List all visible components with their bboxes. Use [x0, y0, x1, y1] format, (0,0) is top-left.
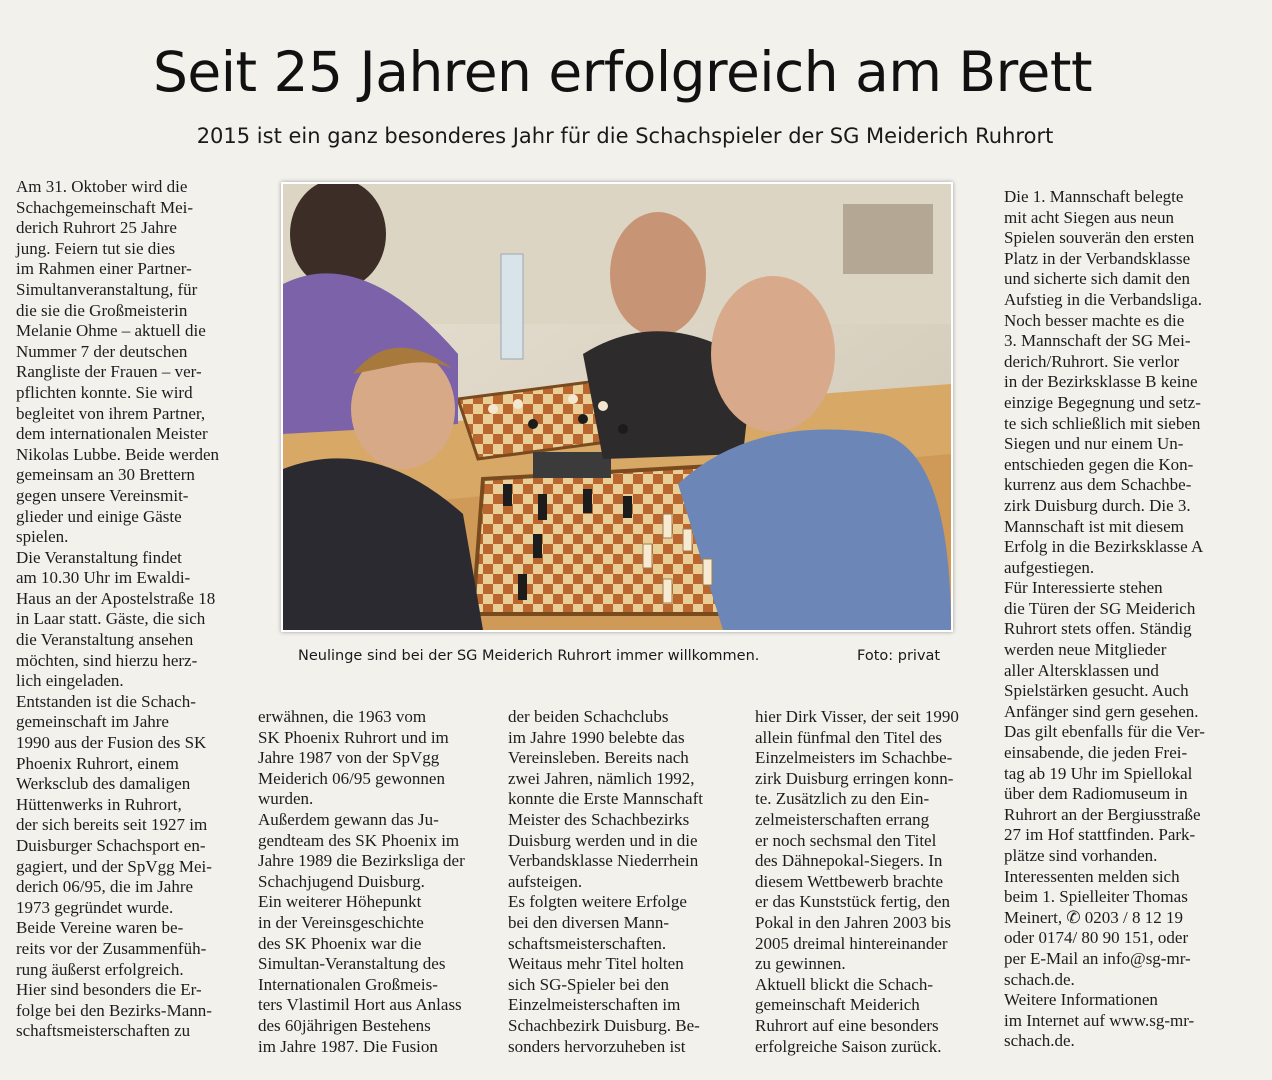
- chess-players-photo: [283, 184, 951, 630]
- column-4-text: hier Dirk Visser, der seit 1990 allein fünfmal den Titel des Einzelmeisters im Schachbe- zirk Duisburg erringen konn- te. Zusätzlich zu den Ein- zelmeisterschaften errang er noch sechsmal den Titel des Dähnepokal-Siegers. In diesem Wettbewerb brachte er das Kunststück fertig, den Pokal in den Jahren 2003 bis 2005 dreimal hintereinander zu gewinnen. Aktuell blickt die Schach- gemeinschaft Meiderich Ruhrort auf eine besonders erfolgreiche Saison zurück.: [755, 707, 959, 1056]
- photo-caption: Neulinge sind bei der SG Meiderich Ruhrort immer willkommen.: [298, 648, 760, 664]
- column-2-text: erwähnen, die 1963 vom SK Phoenix Ruhrort und im Jahre 1987 von der SpVgg Meiderich 06/95 gewonnen wurden. Außerdem gewann das Ju- gendteam des SK Phoenix im Jahre 1989 die Bezirksliga der Schachjugend Duisburg. Ein weiterer Höhepunkt in der Vereinsgeschichte des SK Phoenix war die Simultan-Veranstaltung des Internationalen Großmeis- ters Vlastimil Hort aus Anlass des 60jährigen Bestehens im Jahre 1987. Die Fusion: [258, 707, 465, 1056]
- column-5-text: Die 1. Mannschaft belegte mit acht Siegen aus neun Spielen souverän den ersten Platz in der Verbandsklasse und sicherte sich damit den Aufstieg in die Verbandsliga. Noch besser machte es die 3. Mannschaft der SG Mei- derich/Ruhrort. Sie verlor in der Bezirksklasse B keine einzige Begegnung und setz- te sich schließlich mit sieben Siegen und nur einem Un- entschieden gegen die Kon- kurrenz aus dem Schachbe- zirk Duisburg durch. Die 3. Mannschaft ist mit diesem Erfolg in die Bezirksklasse A aufgestiegen. Für Interessierte stehen die Türen der SG Meiderich Ruhrort stets offen. Ständig werden neue Mitglieder aller Altersklassen und Spielstärken gesucht. Auch Anfänger sind gern gesehen. Das gilt ebenfalls für die Ver- einsabende, die jeden Frei- tag ab 19 Uhr im Spiellokal über dem Radiomuseum in Ruhrort an der Bergiusstraße 27 im Hof stattfinden. Park- plätze sind vorhanden. Interessenten melden sich beim 1. Spielleiter Thomas Meinert, ✆ 0203 / 8 12 19 oder 0174/ 80 90 151, oder per E-Mail an info@sg-mr- schach.de. Weitere Informationen im Internet auf www.sg-mr- schach.de.: [1004, 187, 1205, 1051]
- chess-photo-illustration: [283, 184, 951, 630]
- column-1-text: Am 31. Oktober wird die Schachgemeinschaft Mei- derich Ruhrort 25 Jahre jung. Feiern tut sie dies im Rahmen einer Partner- Simultanveranstaltung, für die sie die Großmeisterin Melanie Ohme – aktuell die Nummer 7 der deutschen Rangliste der Frauen – ver- pflichten konnte. Sie wird begleitet von ihrem Partner, dem internationalen Meister Nikolas Lubbe. Beide werden gemeinsam an 30 Brettern gegen unsere Vereinsmit- glieder und einige Gäste spielen. Die Veranstaltung findet am 10.30 Uhr im Ewaldi- Haus an der Apostelstraße 18 in Laar statt. Gäste, die sich die Veranstaltung ansehen möchten, sind hierzu herz- lich eingeladen. Entstanden ist die Schach- gemeinschaft im Jahre 1990 aus der Fusion des SK Phoenix Ruhrort, einem Werksclub des damaligen Hüttenwerks in Ruhrort, der sich bereits seit 1927 im Duisburger Schachsport en- gagiert, und der SpVgg Mei- derich 06/95, die im Jahre 1973 gegründet wurde. Beide Vereine waren be- reits vor der Zusammenfüh- rung äußerst erfolgreich. Hier sind besonders die Er- folge bei den Bezirks-Mann- schaftsmeisterschaften zu: [16, 177, 219, 1041]
- headline: Seit 25 Jahren erfolgreich am Brett: [152, 40, 1093, 104]
- photo-credit: Foto: privat: [857, 648, 941, 664]
- subheadline: 2015 ist ein ganz besonderes Jahr für die Schachspieler der SG Meiderich Ruhrort: [196, 124, 1054, 148]
- column-3-text: der beiden Schachclubs im Jahre 1990 belebte das Vereinsleben. Bereits nach zwei Jahren, nämlich 1992, konnte die Erste Mannschaft Meister des Schachbezirks Duisburg werden und in die Verbandsklasse Niederrhein aufsteigen. Es folgten weitere Erfolge bei den diversen Mann- schaftsmeisterschaften. Weitaus mehr Titel holten sich SG-Spieler bei den Einzelmeisterschaften im Schachbezirk Duisburg. Be- sonders hervorzuheben ist: [508, 707, 703, 1056]
